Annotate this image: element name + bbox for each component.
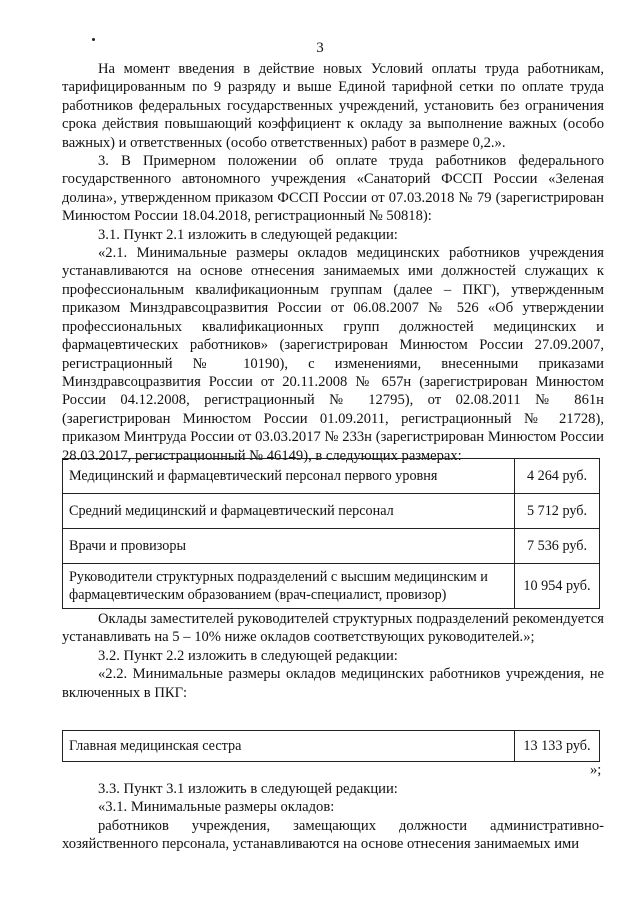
position-cell: Медицинский и фармацевтический персонал первого уровня [63,459,515,494]
position-cell: Врачи и провизоры [63,529,515,564]
table-row [63,459,600,494]
table-row [63,494,600,529]
position-cell: Средний медицинский и фармацевтический персонал [63,494,515,529]
page-number: 3 [316,40,324,56]
paragraph-3-1-quote: «3.1. Минимальные размеры окладов: [98,799,335,816]
amount-cell: 7 536 руб. [515,529,600,564]
amount-cell: 4 264 руб. [515,459,600,494]
text-block-mid [62,610,604,702]
paragraph-section-3: 3. В Примерном положении об оплате труда работников федерального государственного автономного учреждения «Санаторий ФССП России «Зеленая долина», утвержденном приказом ФССП России от 07.03.2018 № 79 (зарегистрирован Минюстом России 18.04.2018, регистрационный № 50818): [62,153,604,225]
table-row [63,731,600,762]
amount-cell: 10 954 руб. [515,564,600,609]
amount-cell: 5 712 руб. [515,494,600,529]
salary-table-non-pkg [62,730,600,762]
table-row [63,564,600,609]
paragraph-2-1: «2.1. Минимальные размеры окладов медицинских работников учреждения устанавливаются на основе отнесения занимаемых ими должностей служащих к профессиональным квалификационным группам (далее – ПКГ), утвержденным приказом Минздравсоцразвития России от 06.08.2007 № 526 «Об утверждении профессиональных квалификационных групп должностей медицинских и фармацевтических работников» (зарегистрирован Минюстом России 27.09.2007, регистрационный № 10190), с изменениями, внесенными приказами Минздравсоцразвития России от 20.11.2008 № 657н (зарегистрирован Минюстом России 04.12.2008, регистрационный № 12795), от 02.08.2011 № 861н (зарегистрирован Минюстом России 01.09.2011, регистрационный № 21728), приказом Минтруда России от 03.03.2017 № 233н (зарегистрирован Минюстом России 28.03.2017, регистрационный № 46149), в следующих размерах: [62,245,604,464]
amount-cell: 13 133 руб. [515,731,600,762]
text-block-bottom [62,780,604,854]
paragraph-3-1: 3.1. Пункт 2.1 изложить в следующей редакции: [98,226,398,243]
position-cell: Главная медицинская сестра [63,731,515,762]
quote-end: »; [590,762,602,778]
paragraph-admin-staff: работников учреждения, замещающих должности административно-хозяйственного персонала, устанавливаются на основе отнесения занимаемых ими [62,817,604,853]
table-row [63,529,600,564]
salary-table-pkg [62,458,600,609]
paragraph-deputies: Оклады заместителей руководителей структурных подразделений рекомендуется устанавливать на 5 – 10% ниже окладов соответствующих руководителей.»; [62,611,604,646]
paragraph-3-2: 3.2. Пункт 2.2 изложить в следующей редакции: [98,647,398,664]
text-block-top [62,60,604,465]
paragraph-3-3: 3.3. Пункт 3.1 изложить в следующей редакции: [98,781,398,797]
paragraph-coefficient: На момент введения в действие новых Условий оплаты труда работникам, тарифицированным по 9 разряду и выше Единой тарифной сетки по оплате труда работников федеральных государственных учреждений, установить без ограничения срока действия повышающий коэффициент к окладу за выполнение важных (особо важных) и ответственных (особо ответственных) работ в размере 0,2.». [62,61,604,151]
position-cell: Руководители структурных подразделений с высшим медицинским и фармацевтическим образованием (врач-специалист, провизор) [63,564,515,609]
paragraph-2-2: «2.2. Минимальные размеры окладов медицинских работников учреждения, не включенных в ПКГ: [62,666,604,701]
